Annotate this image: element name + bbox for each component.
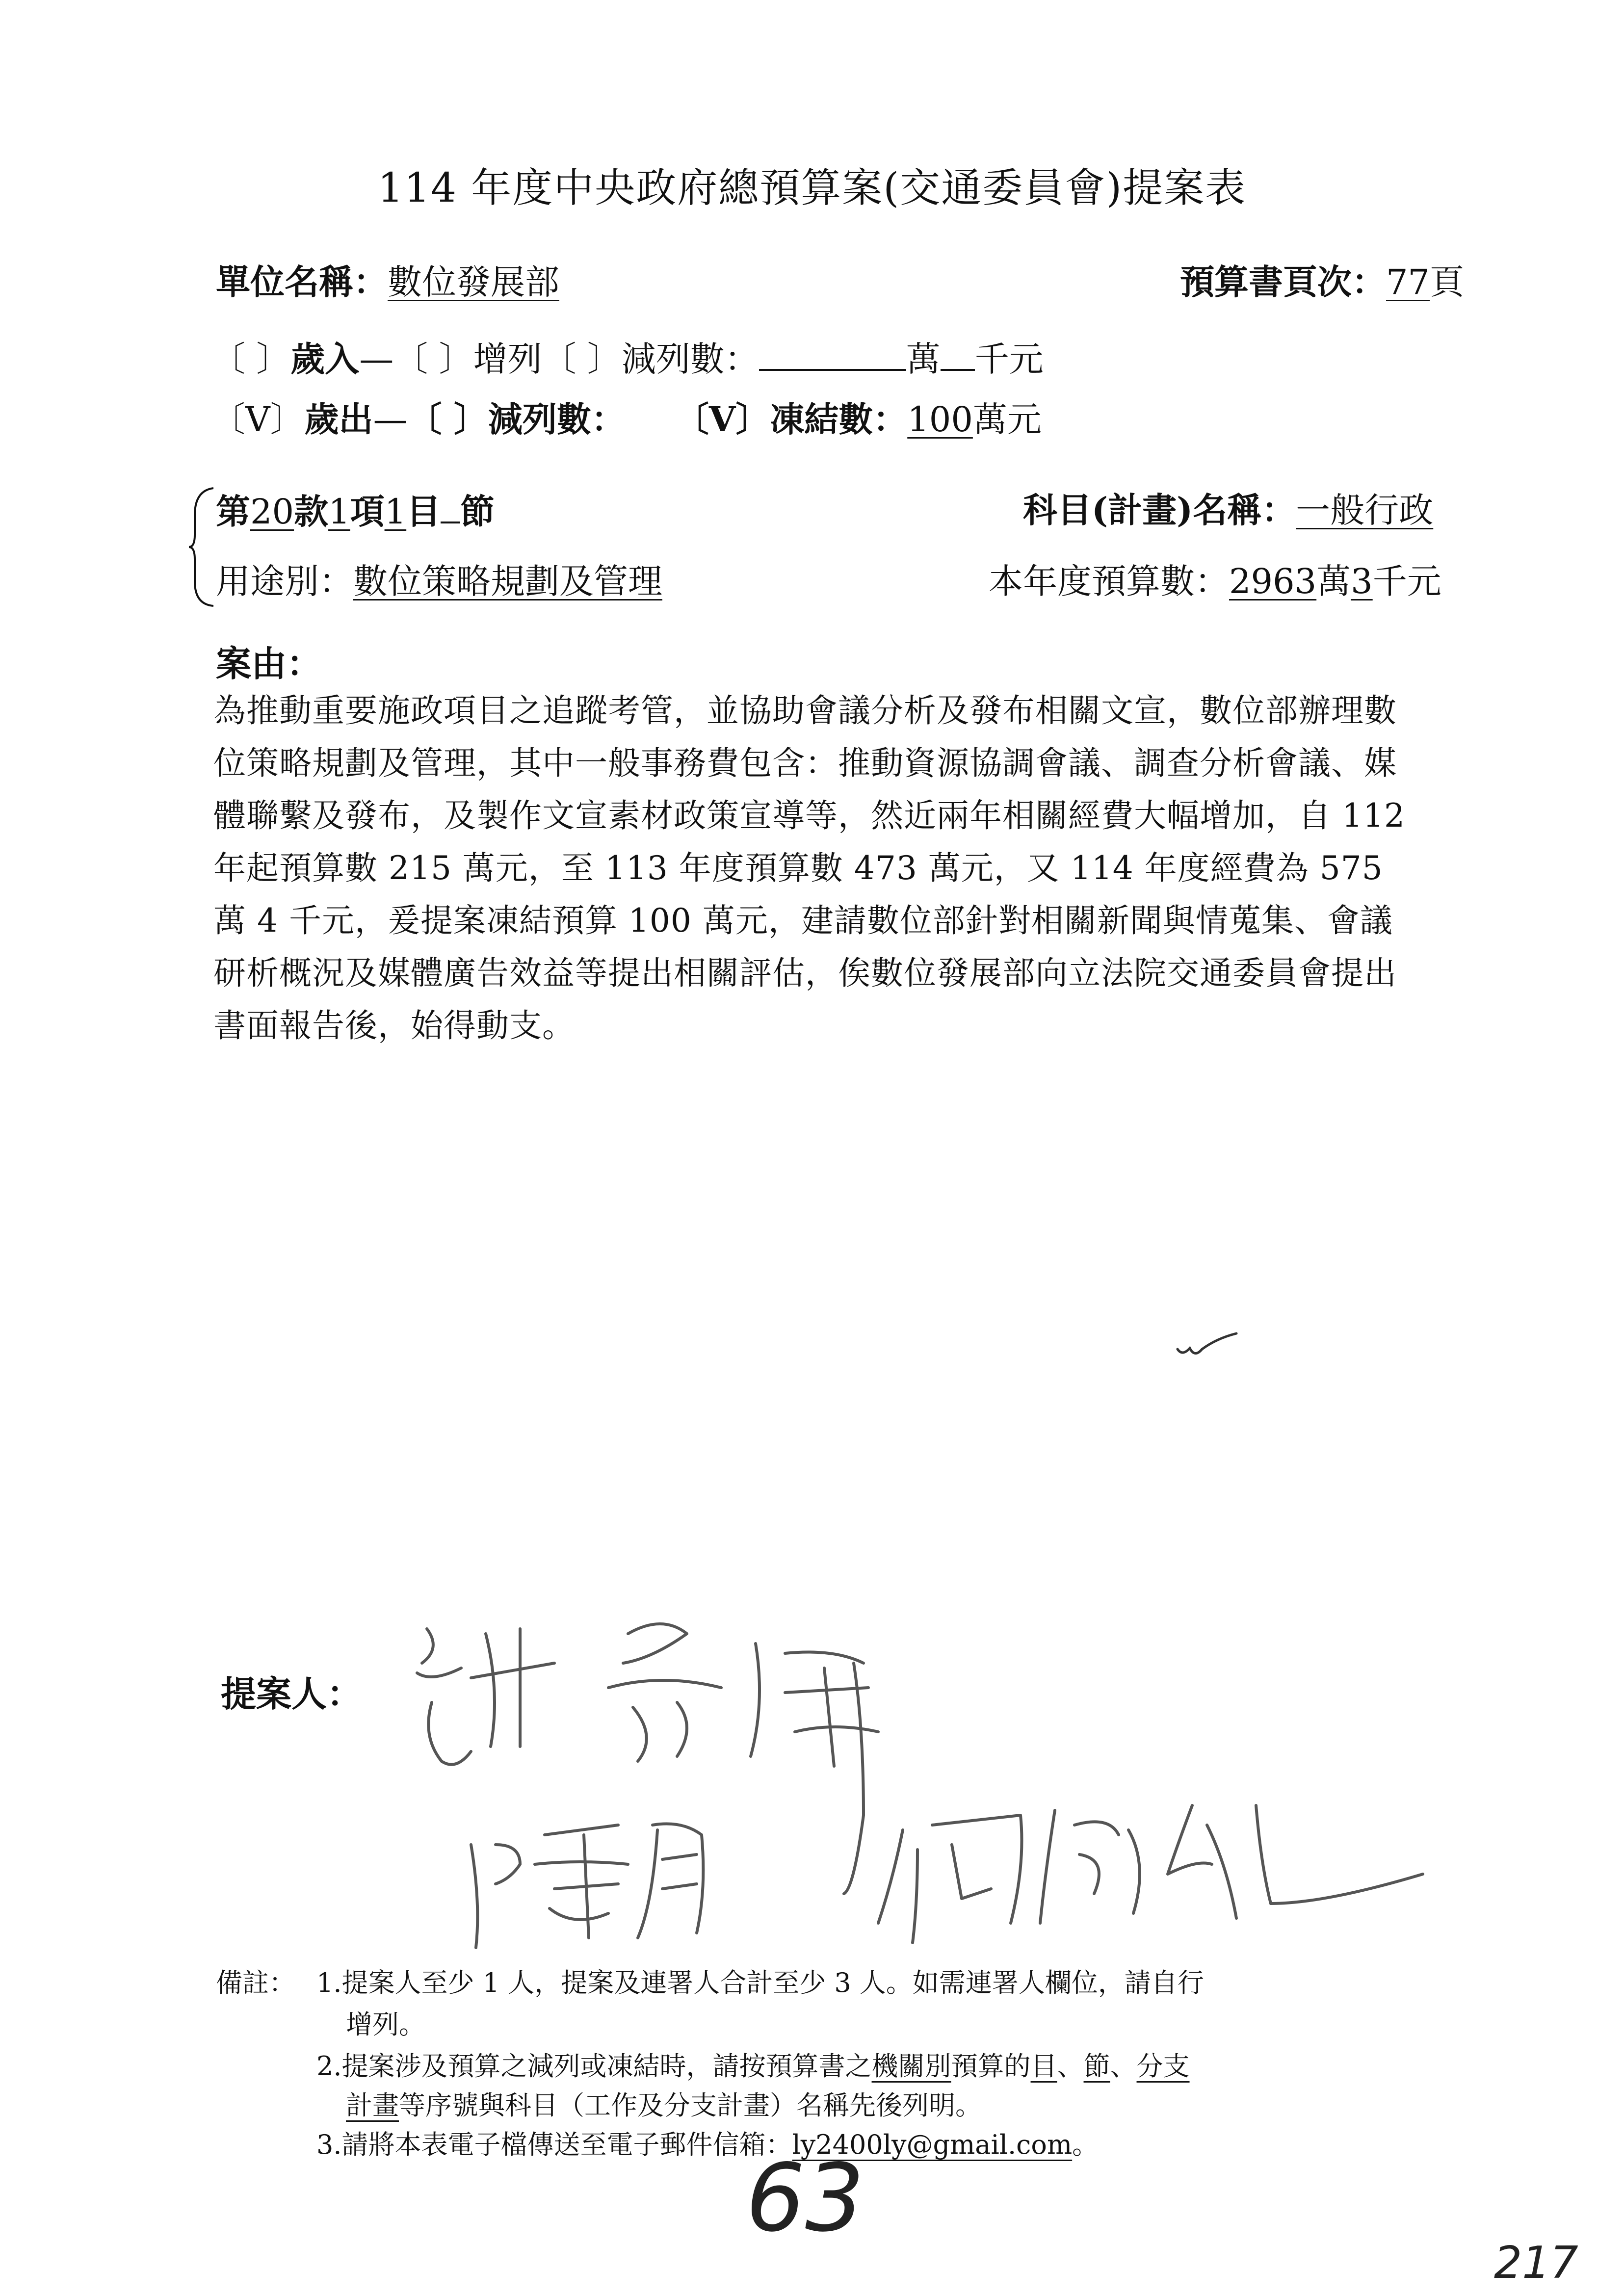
income-decrease: 〔 〕減列數： — [542, 339, 759, 379]
expense-freeze-value: 100 — [907, 399, 973, 440]
income-increase: 〔 〕增列 — [393, 339, 542, 379]
expense-freeze-unit: 萬元 — [972, 399, 1042, 440]
note-3-post: 。 — [1072, 2129, 1099, 2160]
note-1a: 1.提案人至少 1 人，提案及連署人合計至少 3 人。如需連署人欄位，請自行 — [316, 1967, 1204, 1998]
budget-page-suffix: 頁 — [1430, 262, 1465, 302]
unit-label: 單位名稱： — [216, 261, 388, 302]
note-2a-mid2: 、 — [1057, 2051, 1084, 2082]
expense-checkbox: 〔V〕 — [211, 399, 305, 440]
note-2a-u3: 節 — [1083, 2051, 1110, 2082]
subject-value: 一般行政 — [1296, 490, 1434, 530]
unit-value: 數位發展部 — [388, 262, 559, 302]
note-3-email[interactable]: ly2400ly@gmail.com — [792, 2129, 1073, 2160]
note-3-pre: 3.請將本表電子檔傳送至電子郵件信箱： — [316, 2129, 792, 2160]
section-di: 第 — [216, 491, 250, 532]
annual-budget-wan: 萬 — [1316, 561, 1351, 601]
note-2b-u: 計畫 — [346, 2090, 399, 2121]
income-label: 歲入 — [290, 339, 360, 379]
note-2b — [346, 2085, 982, 2126]
expense-freeze-label: 〔V〕凍結數： — [674, 399, 908, 440]
income-wan: 萬 — [906, 339, 941, 379]
note-2a-u4: 分支 — [1136, 2051, 1190, 2082]
section-xiang: 項 — [350, 491, 385, 532]
annual-budget-wan-value: 2963 — [1229, 561, 1317, 601]
annual-budget-qian-value: 3 — [1351, 561, 1373, 601]
section-kuan: 款 — [294, 491, 329, 532]
proposer-label: 提案人： — [221, 1673, 363, 1715]
note-2a-u1: 機關別 — [871, 2051, 951, 2082]
note-2a-mid1: 預算的 — [951, 2051, 1031, 2082]
note-3 — [316, 2124, 1099, 2166]
expense-dash: — — [373, 399, 408, 440]
section-xiang-value: 1 — [328, 492, 350, 532]
section-mu-value: 1 — [384, 492, 407, 532]
income-qianyuan: 千元 — [974, 339, 1044, 379]
reason-label: 案由： — [216, 643, 322, 684]
subject-label: 科目(計畫)名稱： — [1023, 490, 1296, 530]
section-kuan-value: 20 — [250, 492, 294, 532]
handwritten-corner-number: 217 — [1494, 2237, 1578, 2289]
note-2a-u2: 目 — [1030, 2051, 1057, 2082]
annual-budget-qian: 千元 — [1372, 561, 1441, 601]
annual-budget-label: 本年度預算數： — [989, 561, 1229, 601]
expense-decrease: 〔 〕減列數： — [407, 399, 626, 440]
budget-page-value: 77 — [1386, 262, 1430, 302]
note-2a-pre: 2.提案涉及預算之減列或凍結時，請按預算書之 — [316, 2051, 872, 2082]
income-dash: — — [359, 339, 394, 379]
form-title: 114 年度中央政府總預算案(交通委員會)提案表 — [377, 165, 1247, 211]
section-mu: 目 — [406, 491, 441, 532]
notes-prefix: 備註： — [216, 1967, 295, 1998]
reason-text: 為推動重要施政項目之追蹤考管，並協助會議分析及發布相關文宣，數位部辦理數位策略規劃及管理，其中一般事務費包含：推動資源協調會議、調查分析會議、媒體聯繫及發布，及製作文宣素材政策宣導等，然近兩年相關經費大幅增加，自 112 年起預算數 215 萬元，至 113 年度預算數 473 萬元，又 114 年度經費為 575 萬 4 千元，爰提案凍結預算 100 萬元，建請數位部針對相關新聞與情蒐集、會議研析概況及媒體廣告效益等提出相關評估，俟數位發展部向立法院交通委員會提出書面報告後，始得動支。 — [213, 692, 1405, 1044]
section-jie: 節 — [460, 491, 495, 532]
budget-page-label: 預算書頁次： — [1180, 261, 1386, 302]
note-2a — [316, 2046, 1190, 2087]
purpose-value: 數位策略規劃及管理 — [353, 561, 662, 601]
note-2b-post: 等序號與科目（工作及分支計畫）名稱先後列明。 — [399, 2090, 982, 2121]
income-checkbox: 〔 〕 — [211, 339, 291, 379]
expense-label: 歲出 — [304, 399, 373, 440]
purpose-label: 用途別： — [216, 561, 353, 601]
handwritten-page-number: 63 — [746, 2144, 864, 2252]
note-1b: 增列。 — [346, 2009, 425, 2040]
note-2a-mid3: 、 — [1110, 2051, 1137, 2082]
